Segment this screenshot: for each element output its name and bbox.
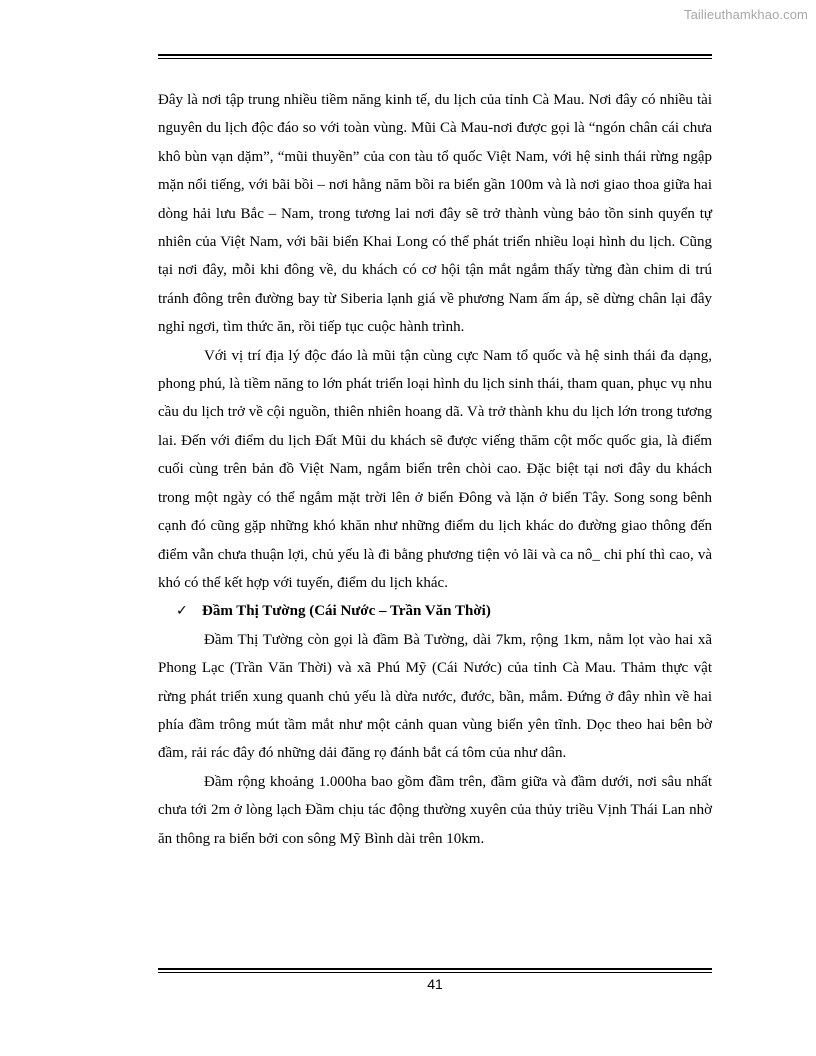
paragraph-3: Đầm Thị Tường còn gọi là đầm Bà Tường, dài 7km, rộng 1km, nằm lọt vào hai xã Phong Lạc (Trần Văn Thời) và xã Phú Mỹ (Cái Nước) của tỉnh Cà Mau. Thảm thực vật rừng phát triển xung quanh chủ yếu là dừa nước, đước, bần, mắm. Đứng ở đây nhìn về hai phía đầm trông mút tầm mắt như một cảnh quan vùng biển yên tĩnh. Dọc theo hai bên bờ đầm, rải rác đây đó những dải đăng rọ đánh bắt cá tôm của như dân.	[158, 631, 712, 762]
header-rule	[158, 54, 712, 59]
page-number: 41	[427, 976, 443, 992]
section-heading	[158, 597, 712, 625]
watermark: Tailieuthamkhao.com	[683, 7, 808, 22]
paragraph-2: Với vị trí địa lý độc đáo là mũi tận cùng cực Nam tổ quốc và hệ sinh thái đa dạng, phong phú, là tiềm năng to lớn phát triển loại hình du lịch sinh thái, tham quan, phục vụ nhu cầu du lịch trở về cội nguồn, thiên nhiên hoang dã. Và trở thành khu du lịch lớn trong tương lai. Đến với điểm du lịch Đất Mũi du khách sẽ được viếng thăm cột mốc quốc gia, là điểm cuối cùng trên bản đồ Việt Nam, ngắm biển trên chòi cao. Đặc biệt tại nơi đây du khách trong một ngày có thể ngắm mặt trời lên ở biển Đông và lặn ở biển Tây. Song song bênh cạnh đó cũng gặp những khó khăn như những điểm du lịch khác do đường giao thông đến điểm vẫn chưa thuận lợi, chủ yếu là đi bằng phương tiện vỏ lãi và ca nô_ chi phí thì cao, và khó có thể kết hợp với tuyến, điểm du lịch khác.	[158, 347, 712, 591]
section-heading-text: Đầm Thị Tường (Cái Nước – Trần Văn Thời)	[202, 603, 491, 620]
footer-rule	[158, 968, 712, 973]
checkmark-icon: ✓	[176, 603, 188, 620]
paragraph-1: Đây là nơi tập trung nhiều tiềm năng kinh tế, du lịch của tỉnh Cà Mau. Nơi đây có nhiều tài nguyên du lịch độc đáo so với toàn vùng. Mũi Cà Mau-nơi được gọi là “ngón chân cái chưa khô bùn vạn dặm”, “mũi thuyền” của con tàu tổ quốc Việt Nam, với hệ sinh thái rừng ngập mặn nổi tiếng, với bãi bồi – nơi hằng năm bồi ra biển gần 100m và là nơi giao thoa giữa hai dòng hải lưu Bắc – Nam, trong tương lai nơi đây sẽ trở thành vùng bảo tồn sinh quyển tự nhiên của Việt Nam, với bãi biển Khai Long có thể phát triển nhiều loại hình du lịch. Cũng tại nơi đây, mỗi khi đông về, du khách có cơ hội tận mắt ngắm thấy từng đàn chim di trú tránh đông trên đường bay từ Siberia lạnh giá về phương Nam ấm áp, sẽ dừng chân lại đây nghỉ ngơi, tìm thức ăn, rồi tiếp tục cuộc hành trình.	[158, 92, 712, 336]
paragraph-4: Đầm rộng khoảng 1.000ha bao gồm đầm trên, đầm giữa và đầm dưới, nơi sâu nhất chưa tới 2m ở lòng lạch Đầm chịu tác động thường xuyên của thủy triều Vịnh Thái Lan nhờ ăn thông ra biển bởi con sông Mỹ Bình dài trên 10km.	[158, 773, 712, 847]
document-body	[158, 86, 712, 853]
